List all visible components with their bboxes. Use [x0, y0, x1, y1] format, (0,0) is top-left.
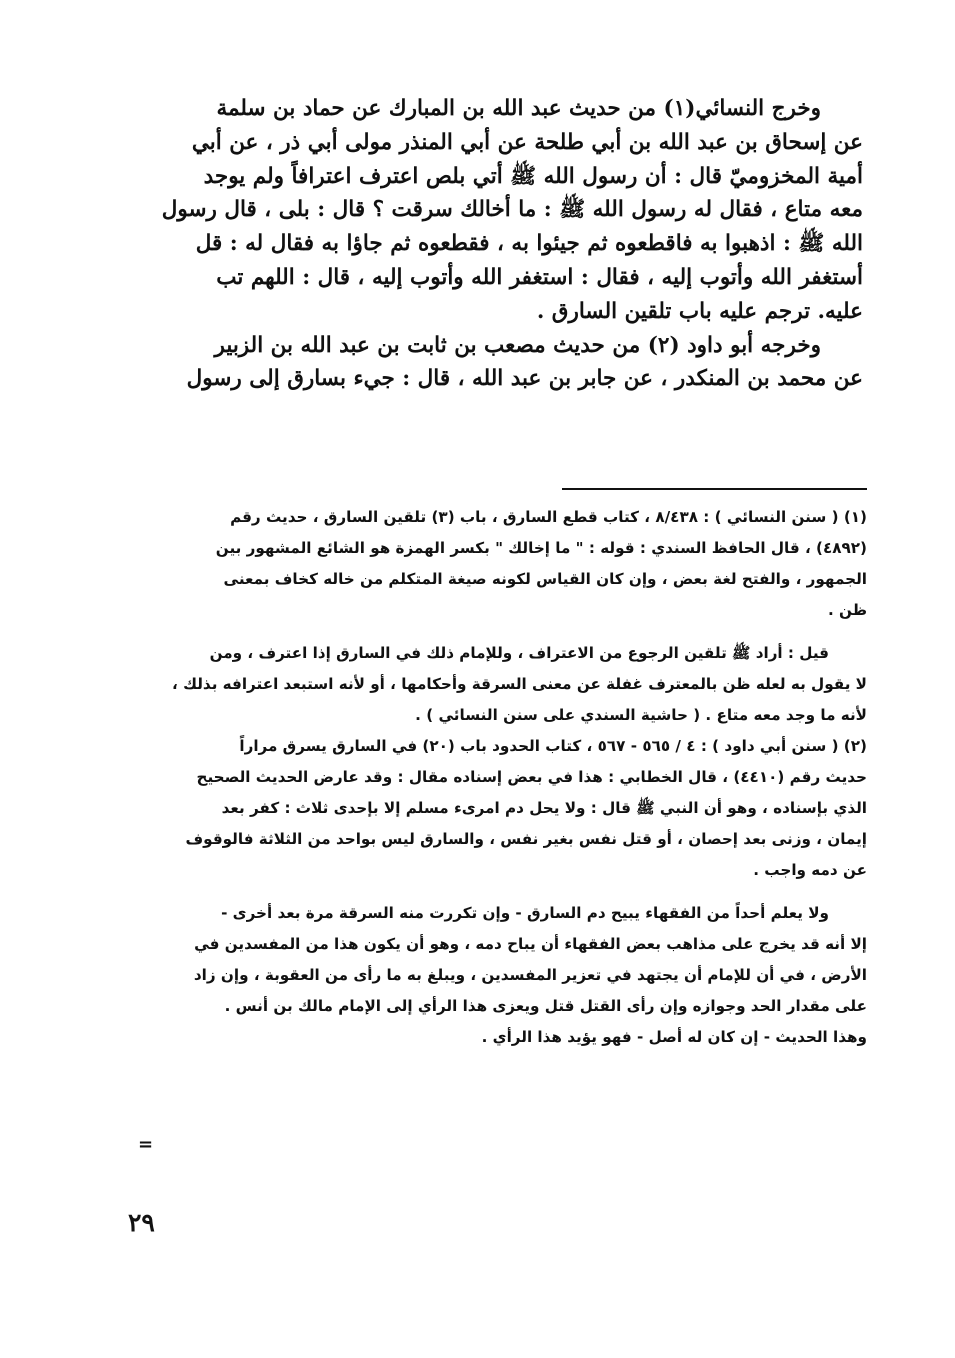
page-number: ٢٩ — [128, 1208, 155, 1237]
footnote-separator — [562, 488, 867, 490]
footnote-1-note — [128, 638, 867, 731]
footnote-line: إلا أنه قد يخرج على مذاهب بعض الفقهاء أن يباح دمه ، وهو أن يكون هذا من المفسدين في — [194, 935, 867, 953]
footnote-1 — [128, 502, 867, 626]
main-text — [128, 92, 863, 396]
text-line: عن محمد بن المنكدر ، عن جابر بن عبد الله ، قال : جيء بسارق إلى رسول — [186, 366, 863, 392]
footnote-line: (١) ( سنن النسائي ) : ٨/٤٣٨ ، كتاب قطع السارق ، باب (٣) تلقين السارق ، حديث رقم — [230, 508, 867, 526]
footnote-line: إيمان ، وزنى بعد إحصان ، أو قتل نفس بغير نفس ، والسارق ليس بواحد من الثلاثة فالوقوف — [185, 830, 867, 848]
footnote-2-note — [128, 898, 867, 1053]
footnote-2 — [128, 731, 867, 886]
text-line: وخرجه أبو داود (٢) من حديث مصعب بن ثابت بن عبد الله بن الزبير — [214, 332, 821, 358]
footnote-line: قيل : أراد ﷺ تلقين الرجوع من الاعتراف ، وللإمام ذلك في السارق إذا اعترف ، ومن — [209, 644, 829, 662]
footnote-line: الجمهور ، والفتح لغة بعض ، وإن كان القياس لكونه صيغة المتكلم من خاله كخاف بمعنى — [223, 570, 867, 588]
footnote-line: حديث رقم (٤٤١٠) ، قال الخطابي : هذا في بعض إسناده مقال : وقد عارض الحديث الصحيح — [196, 768, 867, 786]
text-line: الله ﷺ : اذهبوا به فاقطعوه ثم جيئوا به ، فقطعوه ثم جاؤا به فقال له : قل — [195, 231, 863, 257]
footnote-line: الأرض ، في أن للإمام أن يجتهد في تعزير المفسدين ، ويبلغ به ما رأى من العقوبة ، وإن زاد — [193, 966, 867, 984]
footnote-line: (٢) ( سنن أبي داود ) : ٤ / ٥٦٥ - ٥٦٧ ، كتاب الحدود باب (٢٠) في السارق يسرق مراراً — [239, 737, 867, 755]
footnotes — [128, 502, 867, 1053]
text-line: عليه. ترجم عليه باب تلقين السارق . — [536, 298, 863, 324]
text-line: عن إسحاق بن عبد الله بن أبي طلحة عن أبي المنذر مولى أبي ذر ، عن أبي — [191, 129, 863, 155]
text-line: وخرج النسائي(١) من حديث عبد الله بن المبارك عن حماد بن سلمة — [216, 96, 821, 121]
footnote-line: ظن . — [827, 601, 867, 619]
footnote-line: وهذا الحديث - إن كان له أصل - فهو يؤيد هذا الرأي . — [481, 1028, 867, 1046]
footnote-line: (٤٨٩٢) ، قال الحافظ السندي : قوله : " ما إخالك " بكسر الهمزة هو الشائع المشهور بين — [215, 539, 867, 557]
footnote-line: عن دمه واجب . — [753, 861, 867, 879]
footnote-line: لأنه ما وجد معه متاع . ( حاشية السندي على سنن النسائي ) . — [415, 706, 867, 724]
text-line: معه متاع ، فقال له رسول الله ﷺ : ما أخالك سرقت ؟ قال : بلى ، قال رسول — [161, 197, 863, 223]
footnote-line: الذي بإسناده ، وهو أن النبي ﷺ قال : ولا يحل دم امرىء مسلم إلا بإحدى ثلاث : كفر بعد — [221, 799, 867, 817]
footnote-line: لا يقول به لعله ظن بالمعترف غفلة عن معنى السرقة وأحكامها ، أو لأنه استبعد اعترافه بذلك ، — [172, 675, 867, 693]
text-line: أمية المخزوميّ قال : أن رسول الله ﷺ أتي بلص اعترف اعترافاً ولم يوجد — [203, 163, 863, 189]
text-line: أستغفر الله وأتوب إليه ، فقال : استغفر الله وأتوب إليه ، قال : اللهم تب — [216, 264, 863, 290]
continuation-mark: = — [138, 1134, 154, 1155]
footnote-line: على مقدار الحد وجوازه وإن رأى القتل قتل ويعزى هذا الرأي إلى الإمام مالك بن أنس . — [224, 997, 867, 1015]
footnote-line: ولا يعلم أحداً من الفقهاء يبيح دم السارق - وإن تكررت منه السرقة مرة بعد أخرى - — [221, 904, 829, 922]
paragraph-abu-dawud — [128, 329, 863, 397]
paragraph-nasai — [128, 92, 863, 329]
